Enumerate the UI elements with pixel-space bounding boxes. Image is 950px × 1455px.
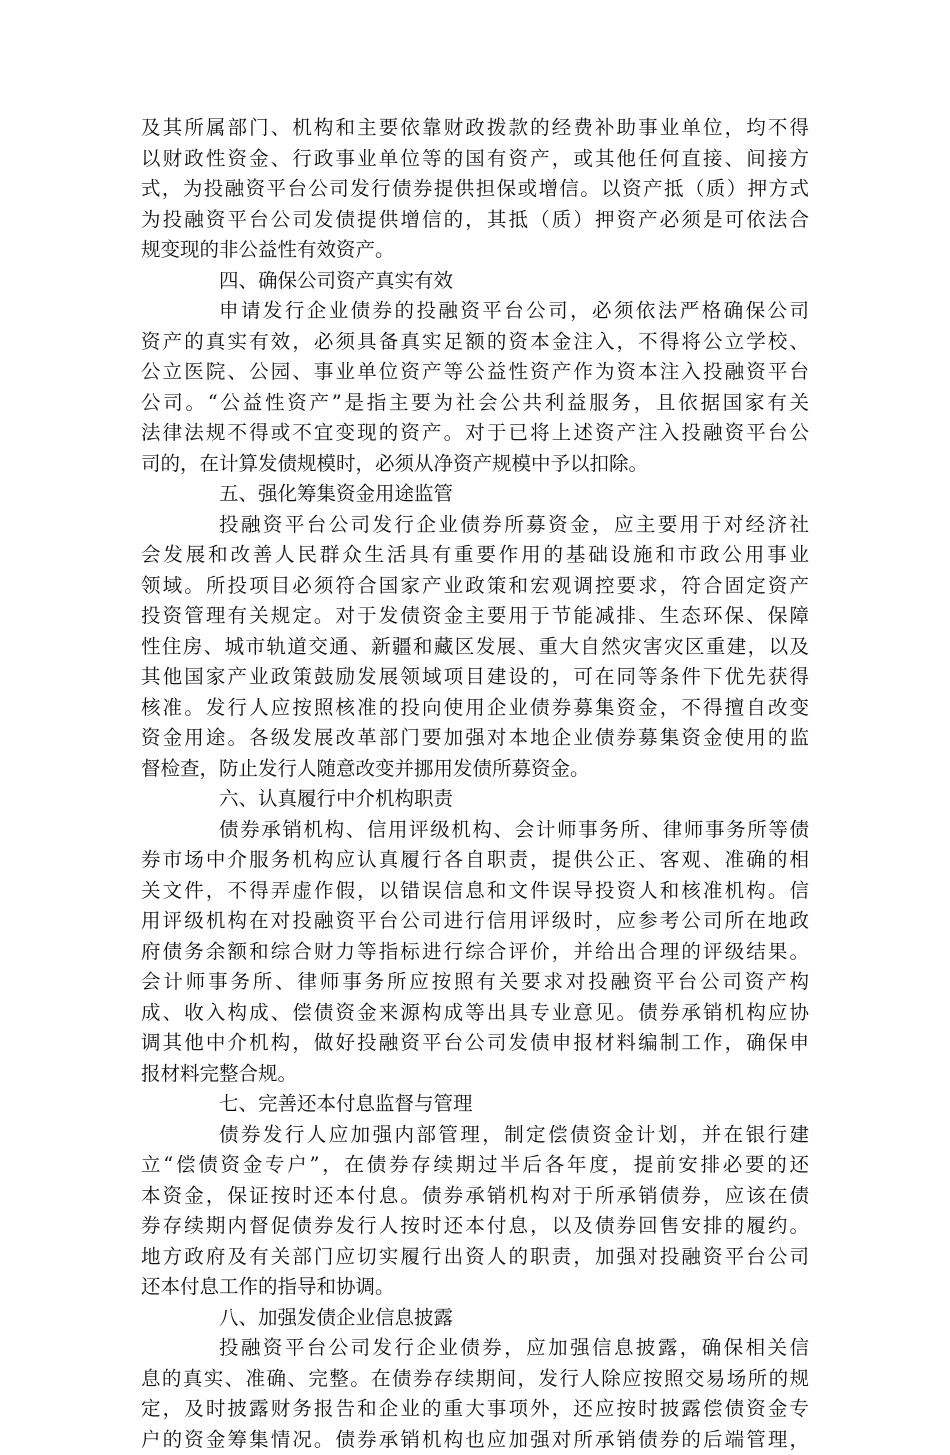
text-line: 立“偿债资金专户”，在债券存续期过半后各年度，提前安排必要的还 — [141, 1150, 809, 1181]
text-line: 券存续期内督促债券发行人按时还本付息，以及债券回售安排的履约。 — [141, 1211, 809, 1242]
text-line: 还本付息工作的指导和协调。 — [141, 1272, 809, 1303]
text-line: 及其所属部门、机构和主要依靠财政拨款的经费补助事业单位，均不得 — [141, 113, 809, 144]
text-line: 用评级机构在对投融资平台公司进行信用评级时，应参考公司所在地政 — [141, 906, 809, 937]
text-line: 为投融资平台公司发债提供增信的，其抵（质）押资产必须是可依法合 — [141, 205, 809, 236]
text-line: 申请发行企业债券的投融资平台公司，必须依法严格确保公司 — [141, 296, 809, 327]
text-line: 法律法规不得或不宜变现的资产。对于已将上述资产注入投融资平台公 — [141, 418, 809, 449]
text-line: 会计师事务所、律师事务所应按照有关要求对投融资平台公司资产构 — [141, 967, 809, 998]
document-page — [141, 113, 809, 1455]
text-line: 公司。“公益性资产”是指主要为社会公共利益服务，且依据国家有关 — [141, 388, 809, 419]
text-line: 性住房、城市轨道交通、新疆和藏区发展、重大自然灾害灾区重建，以及 — [141, 632, 809, 663]
text-line: 资金用途。各级发展改革部门要加强对本地企业债券募集资金使用的监 — [141, 723, 809, 754]
section-heading: 五、强化筹集资金用途监管 — [141, 479, 809, 510]
text-line: 督检查，防止发行人随意改变并挪用发债所募资金。 — [141, 754, 809, 785]
text-line: 资产的真实有效，必须具备真实足额的资本金注入，不得将公立学校、 — [141, 327, 809, 358]
text-line: 券市场中介服务机构应认真履行各自职责，提供公正、客观、准确的相 — [141, 845, 809, 876]
text-line: 司的，在计算发债规模时，必须从净资产规模中予以扣除。 — [141, 449, 809, 480]
text-line: 报材料完整合规。 — [141, 1059, 809, 1090]
text-line: 关文件，不得弄虚作假，以错误信息和文件误导投资人和核准机构。信 — [141, 876, 809, 907]
text-line: 投融资平台公司发行企业债券所募资金，应主要用于对经济社 — [141, 510, 809, 541]
text-line: 核准。发行人应按照核准的投向使用企业债券募集资金，不得擅自改变 — [141, 693, 809, 724]
text-line: 式，为投融资平台公司发行债券提供担保或增信。以资产抵（质）押方式 — [141, 174, 809, 205]
section-heading: 六、认真履行中介机构职责 — [141, 784, 809, 815]
text-line: 府债务余额和综合财力等指标进行综合评价，并给出合理的评级结果。 — [141, 937, 809, 968]
text-line: 规变现的非公益性有效资产。 — [141, 235, 809, 266]
text-line: 领域。所投项目必须符合国家产业政策和宏观调控要求，符合固定资产 — [141, 571, 809, 602]
text-line: 以财政性资金、行政事业单位等的国有资产，或其他任何直接、间接方 — [141, 144, 809, 175]
text-line: 会发展和改善人民群众生活具有重要作用的基础设施和市政公用事业 — [141, 540, 809, 571]
text-line: 债券发行人应加强内部管理，制定偿债资金计划，并在银行建 — [141, 1120, 809, 1151]
text-line: 户的资金筹集情况。债券承销机构也应加强对所承销债券的后端管理， — [141, 1425, 809, 1455]
section-heading: 七、完善还本付息监督与管理 — [141, 1089, 809, 1120]
text-line: 债券承销机构、信用评级机构、会计师事务所、律师事务所等债 — [141, 815, 809, 846]
text-line: 地方政府及有关部门应切实履行出资人的职责，加强对投融资平台公司 — [141, 1242, 809, 1273]
text-line: 成、收入构成、偿债资金来源构成等出具专业意见。债券承销机构应协 — [141, 998, 809, 1029]
text-line: 定，及时披露财务报告和企业的重大事项外，还应按时披露偿债资金专 — [141, 1394, 809, 1425]
text-line: 投融资平台公司发行企业债券，应加强信息披露，确保相关信 — [141, 1333, 809, 1364]
text-line: 调其他中介机构，做好投融资平台公司发债申报材料编制工作，确保申 — [141, 1028, 809, 1059]
text-line: 本资金，保证按时还本付息。债券承销机构对于所承销债券，应该在债 — [141, 1181, 809, 1212]
text-line: 其他国家产业政策鼓励发展领域项目建设的，可在同等条件下优先获得 — [141, 662, 809, 693]
section-heading: 四、确保公司资产真实有效 — [141, 266, 809, 297]
text-line: 息的真实、准确、完整。在债券存续期间，发行人除应按照交易场所的规 — [141, 1364, 809, 1395]
text-line: 投资管理有关规定。对于发债资金主要用于节能减排、生态环保、保障 — [141, 601, 809, 632]
section-heading: 八、加强发债企业信息披露 — [141, 1303, 809, 1334]
text-line: 公立医院、公园、事业单位资产等公益性资产作为资本注入投融资平台 — [141, 357, 809, 388]
